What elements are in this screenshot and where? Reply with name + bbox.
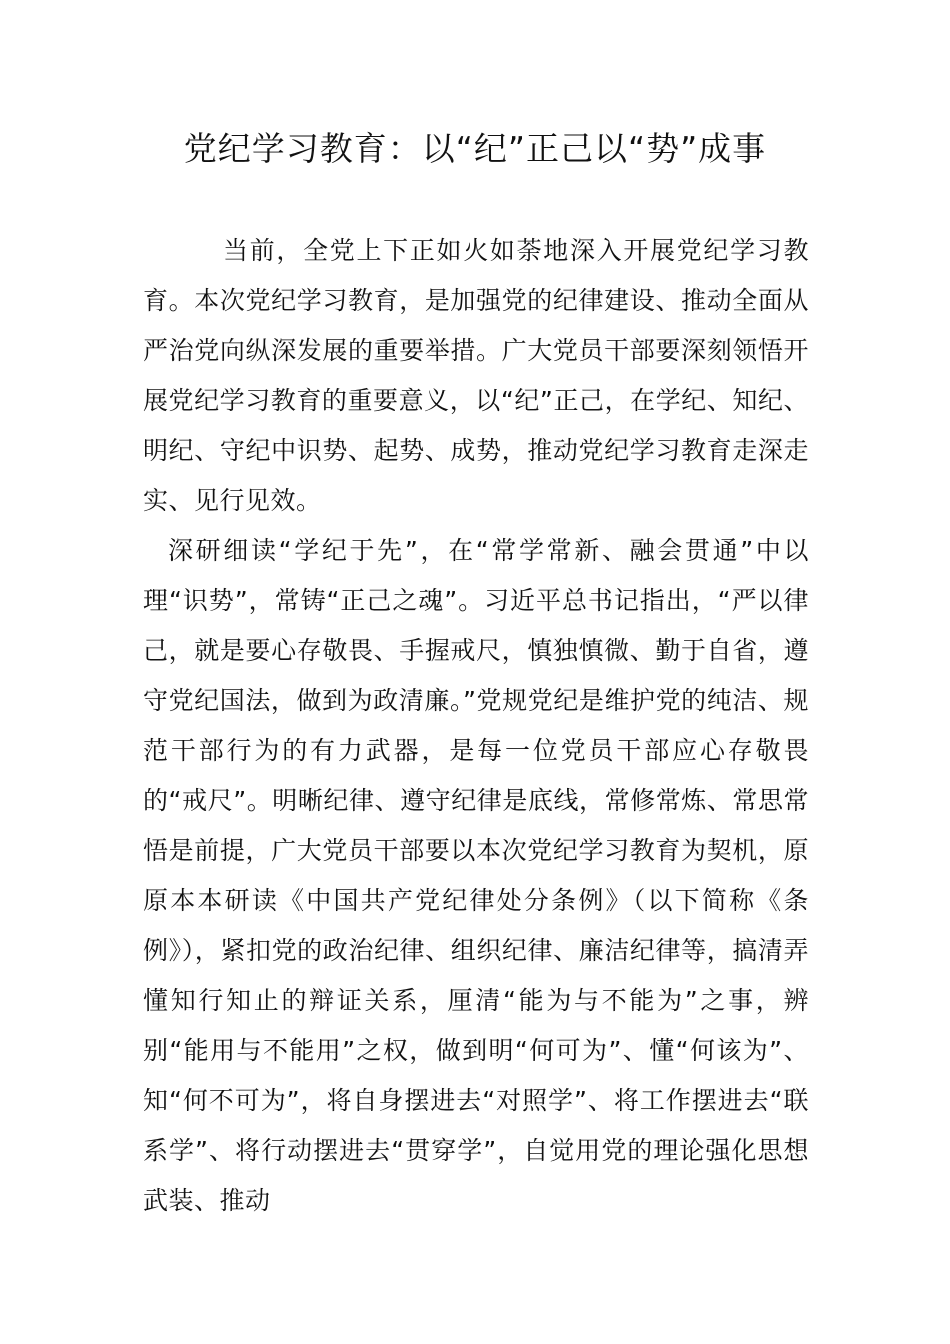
paragraph-intro: 当前，全党上下正如火如荼地深入开展党纪学习教育。本次党纪学习教育，是加强党的纪律建设、推动全面从严治党向纵深发展的重要举措。广大党员干部要深刻领悟开展党纪学习教育的重要意义，以“纪”正己，在学纪、知纪、明纪、守纪中识势、起势、成势，推动党纪学习教育走深走实、见行见效。	[143, 236, 809, 515]
document-title: 党纪学习教育：以“纪”正己以“势”成事	[183, 129, 767, 168]
paragraph-study-discipline: 深研细读“学纪于先”，在“常学常新、融会贯通”中以理“识势”，常铸“正己之魂”。习近平总书记指出，“严以律己，就是要心存敬畏、手握戒尺，慎独慎微、勤于自省，遵守党纪国法，做到为政清廉。”党规党纪是维护党的纯洁、规范干部行为的有力武器，是每一位党员干部应心存敬畏的“戒尺”。明晰纪律、遵守纪律是底线，常修常炼、常思常悟是前提，广大党员干部要以本次党纪学习教育为契机，原原本本研读《中国共产党纪律处分条例》（以下简称《条例》），紧扣党的政治纪律、组织纪律、廉洁纪律等，搞清弄懂知行知止的辩证关系，厘清“能为与不能为”之事，辨别“能用与不能用”之权，做到明“何可为”、懂“何该为”、知“何不可为”，将自身摆进去“对照学”、将工作摆进去“联系学”、将行动摆进去“贯穿学”，自觉用党的理论强化思想武装、推动	[143, 536, 809, 1215]
document-body	[143, 226, 809, 1226]
